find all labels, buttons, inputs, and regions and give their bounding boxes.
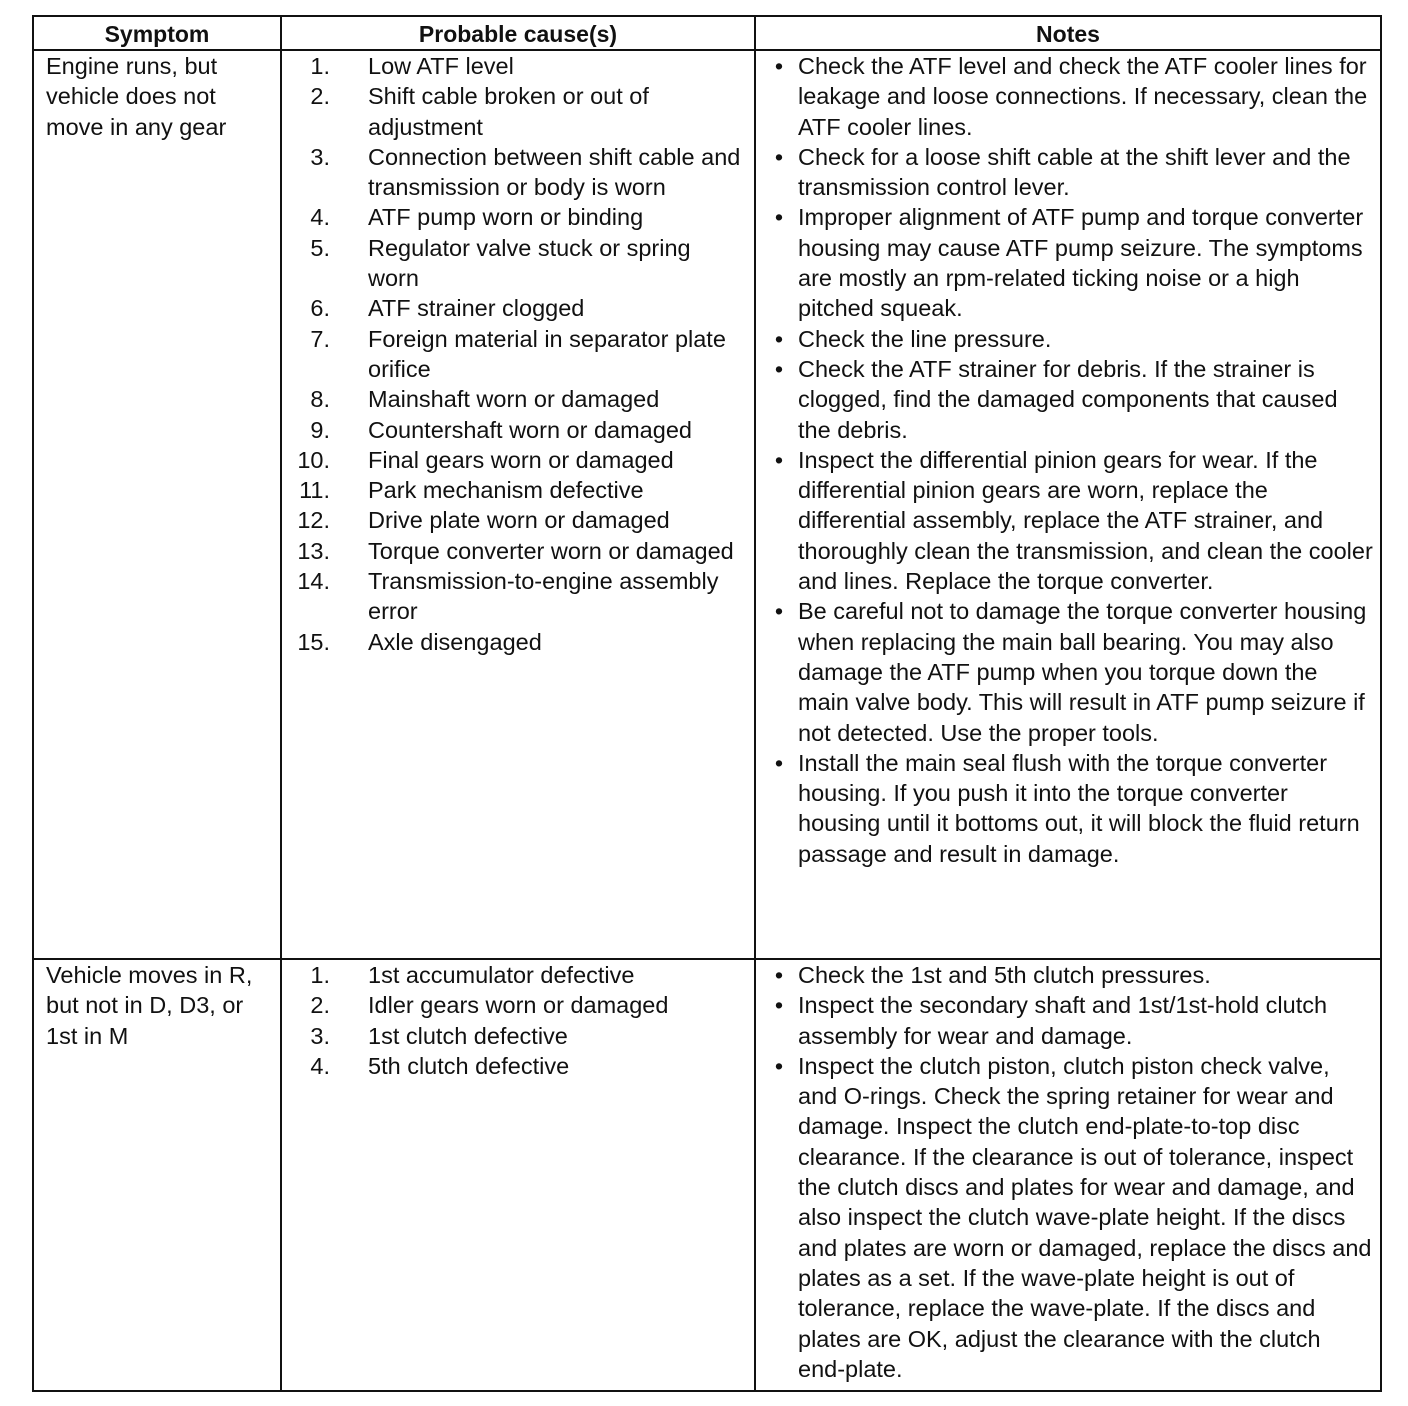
cause-number: 14. xyxy=(297,568,330,595)
cause-number: 9. xyxy=(310,416,330,443)
cause-item xyxy=(282,445,748,475)
cause-number: 7. xyxy=(310,325,330,352)
symptom-cell: Vehicle moves in R, but not in D, D3, or 1st in M xyxy=(33,959,281,1391)
bullet-icon: • xyxy=(774,749,784,776)
cause-item xyxy=(282,1051,748,1081)
cause-text: ATF pump worn or binding xyxy=(368,204,644,231)
header-symptom: Symptom xyxy=(33,16,281,50)
cause-number: 2. xyxy=(310,83,330,110)
cause-number: 1. xyxy=(310,962,330,988)
note-list xyxy=(764,51,1374,869)
cause-item xyxy=(282,202,748,232)
header-row xyxy=(33,16,1381,50)
cause-list xyxy=(282,960,748,1081)
cause-item xyxy=(282,960,748,990)
cause-number: 13. xyxy=(297,537,330,564)
causes-cell xyxy=(281,959,755,1391)
cause-number: 11. xyxy=(299,477,330,504)
cause-text: Connection between shift cable and transmission or body is worn xyxy=(368,143,741,201)
bullet-icon: • xyxy=(774,598,784,625)
cause-item xyxy=(282,81,748,142)
note-text: Check the ATF strainer for debris. If the strainer is clogged, find the damaged components that caused the debris. xyxy=(798,355,1338,443)
note-text: Check the ATF level and check the ATF cooler lines for leakage and loose connections. If necessary, clean the ATF cooler lines. xyxy=(798,53,1368,140)
troubleshooting-page xyxy=(32,15,1380,1392)
bullet-icon: • xyxy=(774,962,784,988)
cause-text: Countershaft worn or damaged xyxy=(368,416,692,443)
cause-text: Torque converter worn or damaged xyxy=(368,537,734,564)
cause-text: Mainshaft worn or damaged xyxy=(368,386,660,413)
cause-text: Final gears worn or damaged xyxy=(368,446,674,473)
cause-item xyxy=(282,990,748,1020)
note-item xyxy=(764,142,1374,203)
note-item xyxy=(764,51,1374,142)
note-text: Install the main seal flush with the torque converter housing. If you push it into the torque converter housing until it bottoms out, it will block the fluid return passage and result in damage. xyxy=(798,749,1360,867)
bullet-icon: • xyxy=(774,204,784,231)
cause-item xyxy=(282,627,748,657)
bullet-icon: • xyxy=(774,325,784,352)
note-item xyxy=(764,1051,1374,1384)
cause-text: Low ATF level xyxy=(368,53,514,79)
table-row xyxy=(33,50,1381,959)
troubleshooting-table xyxy=(32,15,1382,1392)
cause-number: 10. xyxy=(297,446,330,473)
cause-item xyxy=(282,505,748,535)
note-item xyxy=(764,354,1374,445)
cause-item xyxy=(282,233,748,294)
note-item xyxy=(764,202,1374,323)
cause-number: 2. xyxy=(310,992,330,1019)
cause-text: Transmission-to-engine assembly error xyxy=(368,568,719,625)
bullet-icon: • xyxy=(774,992,784,1019)
note-item xyxy=(764,748,1374,869)
note-item xyxy=(764,596,1374,747)
note-text: Be careful not to damage the torque converter housing when replacing the main ball bearing. You may also damage the ATF pump when you torque down the main valve body. This will result in ATF pump seizure if not detected. Use the proper tools. xyxy=(798,598,1367,746)
note-list xyxy=(764,960,1374,1384)
cause-number: 12. xyxy=(297,507,330,534)
causes-cell xyxy=(281,50,755,959)
cause-item xyxy=(282,415,748,445)
cause-text: Drive plate worn or damaged xyxy=(368,507,670,534)
cause-number: 3. xyxy=(310,1022,330,1049)
cause-item xyxy=(282,566,748,627)
cause-text: Regulator valve stuck or spring worn xyxy=(368,234,691,292)
note-text: Check for a loose shift cable at the shift lever and the transmission control lever. xyxy=(798,143,1351,201)
bullet-icon: • xyxy=(774,355,784,382)
cause-number: 5. xyxy=(310,234,330,261)
cause-text: Park mechanism defective xyxy=(368,477,644,504)
cause-text: Shift cable broken or out of adjustment xyxy=(368,83,649,140)
note-item xyxy=(764,990,1374,1051)
table-row xyxy=(33,959,1381,1391)
bullet-icon: • xyxy=(774,1052,784,1079)
notes-cell xyxy=(755,50,1381,959)
cause-item xyxy=(282,1021,748,1051)
bullet-icon: • xyxy=(774,446,784,473)
note-text: Check the line pressure. xyxy=(798,325,1052,352)
cause-text: Foreign material in separator plate orifice xyxy=(368,325,726,382)
note-item xyxy=(764,445,1374,596)
header-notes: Notes xyxy=(755,16,1381,50)
note-text: Improper alignment of ATF pump and torque converter housing may cause ATF pump seizure. The symptoms are mostly an rpm-related ticking noise or a high pitched squeak. xyxy=(798,204,1364,322)
bullet-icon: • xyxy=(774,143,784,170)
note-item xyxy=(764,324,1374,354)
cause-number: 1. xyxy=(310,53,330,79)
cause-number: 4. xyxy=(310,204,330,231)
note-text: Inspect the secondary shaft and 1st/1st-hold clutch assembly for wear and damage. xyxy=(798,992,1328,1049)
cause-number: 15. xyxy=(297,628,330,655)
cause-item xyxy=(282,536,748,566)
cause-number: 6. xyxy=(310,295,330,322)
cause-text: Axle disengaged xyxy=(368,628,542,655)
cause-text: ATF strainer clogged xyxy=(368,295,585,322)
cause-number: 8. xyxy=(310,386,330,413)
cause-item xyxy=(282,142,748,203)
cause-item xyxy=(282,475,748,505)
symptom-cell: Engine runs, but vehicle does not move in any gear xyxy=(33,50,281,959)
cause-text: 1st accumulator defective xyxy=(368,962,635,988)
cause-item xyxy=(282,384,748,414)
cause-text: Idler gears worn or damaged xyxy=(368,992,669,1019)
bullet-icon: • xyxy=(774,53,784,79)
cause-text: 5th clutch defective xyxy=(368,1052,570,1079)
note-text: Inspect the differential pinion gears for wear. If the differential pinion gears are worn, replace the differential assembly, replace the ATF strainer, and thoroughly clean the transmission, and clean the cooler and lines. Replace the torque converter. xyxy=(798,446,1373,595)
cause-item xyxy=(282,324,748,385)
cause-number: 3. xyxy=(310,143,330,170)
note-text: Check the 1st and 5th clutch pressures. xyxy=(798,962,1211,988)
cause-list xyxy=(282,51,748,657)
cause-number: 4. xyxy=(310,1052,330,1079)
note-item xyxy=(764,960,1374,990)
cause-item xyxy=(282,51,748,81)
cause-text: 1st clutch defective xyxy=(368,1022,568,1049)
cause-item xyxy=(282,293,748,323)
notes-cell xyxy=(755,959,1381,1391)
table-body xyxy=(33,50,1381,1391)
note-text: Inspect the clutch piston, clutch piston check valve, and O-rings. Check the spring retainer for wear and damage. Inspect the clutch end-plate-to-top disc clearance. If the clearance is out of tolerance, inspect the clutch discs and plates for wear and damage, and also inspect the clutch wave-plate height. If the discs and plates are worn or damaged, replace the discs and plates as a set. If the wave-plate height is out of tolerance, replace the wave-plate. If the discs and plates are OK, adjust the clearance with the clutch end-plate. xyxy=(798,1052,1372,1382)
header-causes: Probable cause(s) xyxy=(281,16,755,50)
